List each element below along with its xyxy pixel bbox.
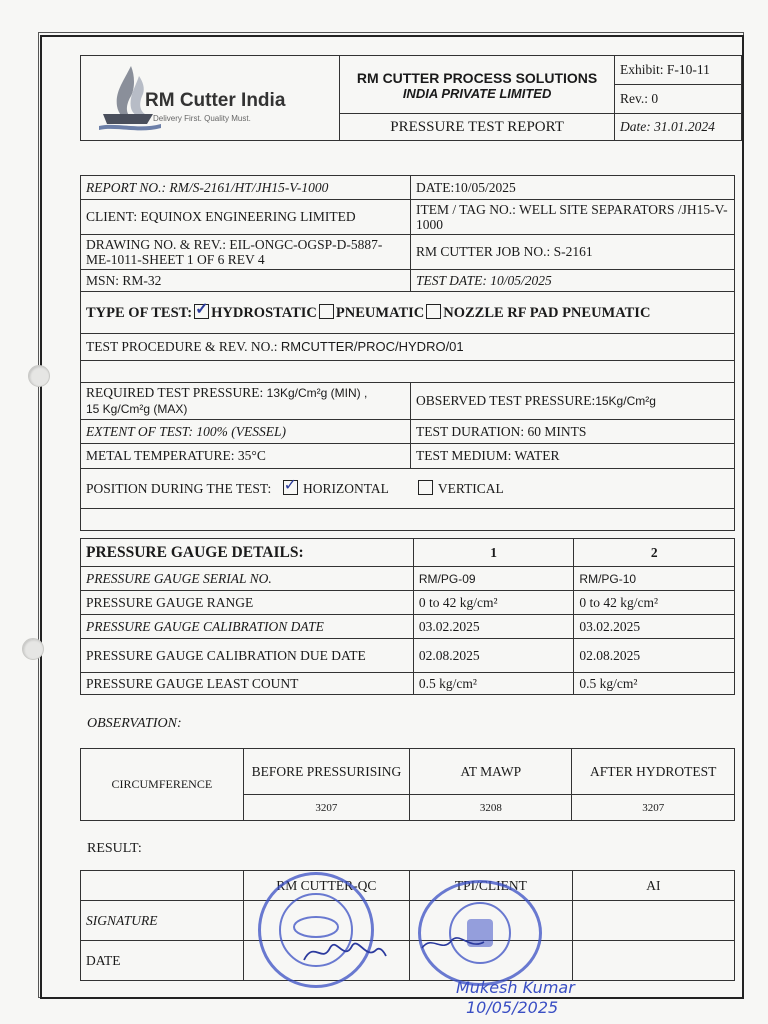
- logo-tagline: Delivery First. Quality Must.: [153, 114, 251, 123]
- position-row: [81, 469, 735, 509]
- punch-hole-top: [28, 365, 50, 387]
- hydrostatic-checkbox[interactable]: [194, 304, 209, 319]
- header-table: [80, 55, 742, 141]
- ai-signature-cell[interactable]: [572, 901, 734, 941]
- observed-pressure-label: OBSERVED TEST PRESSURE:: [415, 393, 596, 408]
- pneumatic-checkbox[interactable]: [319, 304, 334, 319]
- observation-table: [80, 748, 735, 821]
- cell-value: 02.08.2025: [579, 647, 641, 663]
- gauge-title: PRESSURE GAUGE DETAILS:: [86, 543, 304, 561]
- cell-value: 02.08.2025: [418, 647, 480, 663]
- procedure-value: RMCUTTER/PROC/HYDRO/01: [280, 339, 464, 354]
- date-label: DATE: [86, 952, 121, 968]
- gauge-serial-label: [81, 567, 414, 591]
- cell-value: 03.02.2025: [579, 618, 641, 634]
- job-no: RM CUTTER JOB NO.: S-2161: [415, 244, 593, 259]
- gauge-due-2: [574, 639, 735, 673]
- cell-value: 03.02.2025: [418, 618, 480, 634]
- row-label: PRESSURE GAUGE SERIAL NO.: [86, 570, 272, 586]
- before-head: [243, 749, 410, 795]
- test-date-cell: [410, 270, 734, 292]
- row-label: PRESSURE GAUGE RANGE: [86, 594, 254, 610]
- gauge-range-2: [574, 591, 735, 615]
- observed-pressure-value: 15Kg/Cm²g: [595, 394, 656, 408]
- metal-temp-cell: [81, 444, 411, 469]
- extent: EXTENT OF TEST: 100% (VESSEL): [86, 423, 287, 439]
- vertical-checkbox[interactable]: [418, 480, 433, 495]
- before-label: BEFORE PRESSURISING: [251, 763, 402, 779]
- hydrostatic-label: HYDROSTATIC: [211, 304, 317, 321]
- mawp-label: AT MAWP: [460, 763, 522, 779]
- gauge-least-label: [81, 673, 414, 695]
- observed-pressure-cell: [410, 383, 734, 420]
- gauge-serial-1: [413, 567, 574, 591]
- msn-cell: [81, 270, 411, 292]
- date-label-cell: [81, 941, 244, 981]
- metal-temp: METAL TEMPERATURE: 35°C: [86, 448, 266, 463]
- cell-value: 3207: [642, 801, 665, 814]
- required-pressure-min: 13Kg/Cm²g (MIN) ,: [266, 386, 368, 400]
- drawing-no: DRAWING NO. & REV.: EIL-ONGC-OGSP-D-5887-ME-1011-SHEET 1 OF 6 REV 4: [86, 237, 383, 267]
- gauge-table: [80, 538, 735, 695]
- table-row: [81, 567, 735, 591]
- info-table: [80, 175, 735, 531]
- rev-cell: [614, 85, 741, 114]
- before-value: [243, 795, 410, 821]
- header-date: Date: 31.01.2024: [619, 119, 715, 134]
- gauge-calib-1: [413, 615, 574, 639]
- after-value: [572, 795, 735, 821]
- after-label: AFTER HYDROTEST: [590, 763, 717, 779]
- row-label: PRESSURE GAUGE LEAST COUNT: [86, 675, 299, 691]
- cell-value: 0.5 kg/cm²: [579, 675, 638, 691]
- report-no: REPORT NO.: RM/S-2161/HT/JH15-V-1000: [86, 179, 329, 195]
- duration: TEST DURATION: 60 MINTS: [415, 423, 587, 439]
- tpi-label: TPI/CLIENT: [454, 877, 527, 893]
- result-table: [80, 870, 735, 981]
- ai-head: [572, 871, 734, 901]
- gauge-calib-label: [81, 615, 414, 639]
- type-of-test-label: TYPE OF TEST:: [86, 304, 193, 321]
- signature-label: SIGNATURE: [86, 912, 158, 928]
- blank-row-2: [81, 509, 735, 531]
- procedure-row: [81, 334, 735, 361]
- ai-date-cell[interactable]: [572, 941, 734, 981]
- client-cell: [81, 200, 411, 235]
- gauge-calib-2: [574, 615, 735, 639]
- job-no-cell: [410, 235, 734, 270]
- extent-cell: [81, 420, 411, 444]
- gauge-least-2: [574, 673, 735, 695]
- procedure-label: TEST PROCEDURE & REV. NO.:: [86, 339, 281, 354]
- handwritten-date: 10/05/2025: [466, 998, 559, 1017]
- signature-label-cell: [81, 901, 244, 941]
- horizontal-label: HORIZONTAL: [302, 481, 389, 496]
- cell-value: 0 to 42 kg/cm²: [579, 594, 659, 610]
- mawp-head: [410, 749, 572, 795]
- gauge-title-cell: [81, 539, 414, 567]
- required-pressure-max: 15 Kg/Cm²g (MAX): [86, 402, 188, 416]
- drawing-cell: [81, 235, 411, 270]
- medium-cell: [410, 444, 734, 469]
- report-no-cell: [81, 176, 411, 200]
- table-row: [81, 615, 735, 639]
- gauge-due-1: [413, 639, 574, 673]
- report-title: PRESSURE TEST REPORT: [390, 118, 564, 135]
- gauge-col1-label: 1: [490, 544, 498, 560]
- table-row: [81, 639, 735, 673]
- nozzle-pad-checkbox[interactable]: [426, 304, 441, 319]
- rev-text: Rev.: 0: [619, 91, 659, 106]
- row-label: PRESSURE GAUGE CALIBRATION DATE: [86, 618, 324, 634]
- horizontal-checkbox[interactable]: [283, 480, 298, 495]
- item-tag-cell: [410, 200, 734, 235]
- cell-value: 3208: [479, 801, 502, 814]
- gauge-least-1: [413, 673, 574, 695]
- result-label: RESULT:: [87, 841, 142, 856]
- rm-signature-scribble: [300, 930, 390, 970]
- msn: MSN: RM-32: [86, 272, 162, 288]
- test-date: TEST DATE: 10/05/2025: [415, 272, 552, 288]
- gauge-col1-head: [413, 539, 574, 567]
- table-row: [81, 673, 735, 695]
- cell-value: RM/PG-09: [418, 571, 476, 586]
- medium: TEST MEDIUM: WATER: [415, 448, 560, 463]
- punch-hole-bottom: [22, 638, 44, 660]
- report-date: DATE:10/05/2025: [415, 179, 516, 195]
- cell-value: RM/PG-10: [579, 571, 637, 586]
- handwritten-name: Mukesh Kumar: [456, 978, 575, 997]
- gauge-range-label: [81, 591, 414, 615]
- circumference-label: CIRCUMFERENCE: [111, 777, 213, 791]
- tpi-signature-scribble: [418, 928, 488, 958]
- nozzle-pad-label: NOZZLE RF PAD PNEUMATIC: [443, 304, 651, 321]
- mawp-value: [410, 795, 572, 821]
- header-date-cell: [614, 114, 741, 141]
- gauge-due-label: [81, 639, 414, 673]
- cell-value: 0 to 42 kg/cm²: [418, 594, 498, 610]
- client: CLIENT: EQUINOX ENGINEERING LIMITED: [86, 209, 356, 224]
- logo-cell: [81, 56, 340, 141]
- type-of-test-row: [81, 292, 735, 334]
- blank-row: [81, 361, 735, 383]
- pneumatic-label: PNEUMATIC: [335, 304, 425, 321]
- cell-value: 3207: [315, 801, 338, 814]
- gauge-col2-label: 2: [650, 544, 658, 560]
- required-pressure-cell: [81, 383, 411, 420]
- company-name-cell: [340, 56, 615, 114]
- row-label: PRESSURE GAUGE CALIBRATION DUE DATE: [86, 648, 366, 663]
- gauge-range-1: [413, 591, 574, 615]
- vertical-label: VERTICAL: [437, 481, 504, 496]
- company-line1: RM CUTTER PROCESS SOLUTIONS: [356, 70, 598, 86]
- exhibit-text: Exhibit: F-10-11: [619, 62, 710, 77]
- observation-label: OBSERVATION:: [87, 716, 182, 731]
- report-title-cell: [340, 114, 615, 141]
- result-blank-head: [81, 871, 244, 901]
- ai-label: AI: [646, 877, 661, 893]
- after-head: [572, 749, 735, 795]
- cell-value: 0.5 kg/cm²: [418, 675, 477, 691]
- duration-cell: [410, 420, 734, 444]
- position-label: POSITION DURING THE TEST:: [86, 481, 272, 496]
- gauge-serial-2: [574, 567, 735, 591]
- company-line2: INDIA PRIVATE LIMITED: [402, 86, 552, 101]
- circumference-cell: [81, 749, 244, 821]
- date-cell: [410, 176, 734, 200]
- exhibit-cell: [614, 56, 741, 85]
- rm-qc-label: RM CUTTER-QC: [276, 877, 377, 893]
- table-row: [81, 591, 735, 615]
- gauge-col2-head: [574, 539, 735, 567]
- logo-name: RM Cutter India: [145, 90, 286, 111]
- required-pressure-label: REQUIRED TEST PRESSURE:: [86, 385, 267, 400]
- item-tag: ITEM / TAG NO.: WELL SITE SEPARATORS /JH15-V-1000: [415, 202, 728, 232]
